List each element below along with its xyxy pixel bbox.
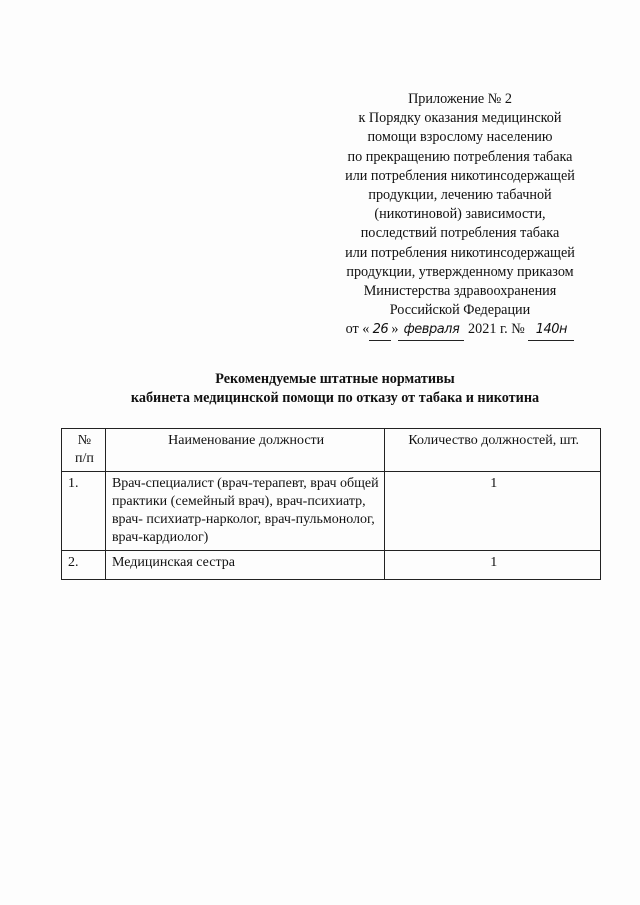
header-number-line-1: №: [77, 433, 92, 448]
appendix-line: продукции, утвержденному приказом: [346, 263, 574, 280]
handwritten-order-number: 140н: [528, 320, 574, 340]
order-date-line: [300, 320, 620, 340]
handwritten-month: февраля: [398, 320, 464, 340]
date-prefix: от «: [345, 321, 370, 338]
staffing-table: [61, 428, 601, 580]
row-number: 1.: [62, 472, 106, 551]
title-line-2: кабинета медицинской помощи по отказу от табака и никотина: [130, 390, 540, 406]
row-position-count: 1: [385, 551, 601, 580]
handwritten-day: 26: [369, 320, 391, 340]
row-position-name: Врач-специалист (врач-терапевт, врач общей практики (семейный врач), врач-психиатр, врач- психиатр-нарколог, врач-пульмонолог, врач-кардиолог): [105, 472, 384, 551]
header-position-count: Количество должностей, шт.: [385, 429, 601, 472]
table-header-row: [62, 429, 601, 472]
appendix-line: Приложение № 2: [408, 91, 512, 107]
row-position-name: Медицинская сестра: [105, 551, 384, 580]
appendix-line: продукции, лечению табачной: [368, 187, 552, 204]
table-row: [62, 472, 601, 551]
header-position-name: Наименование должности: [105, 429, 384, 472]
appendix-line: по прекращению потребления табака: [347, 148, 573, 165]
appendix-line: помощи взрослому населению: [367, 129, 553, 146]
appendix-line: или потребления никотинсодержащей: [345, 244, 575, 261]
appendix-line: к Порядку оказания медицинской: [358, 110, 562, 127]
header-number: [62, 429, 106, 472]
appendix-line: Министерства здравоохранения: [363, 283, 557, 300]
row-position-count: 1: [385, 472, 601, 551]
appendix-header: [300, 90, 620, 341]
document-title: [60, 370, 610, 408]
table-row: [62, 551, 601, 580]
header-number-line-2: п/п: [75, 451, 94, 466]
date-year-suffix: 2021 г. №: [468, 321, 525, 338]
appendix-line: или потребления никотинсодержащей: [345, 167, 575, 184]
date-quote-close: »: [391, 321, 399, 338]
row-number: 2.: [62, 551, 106, 580]
appendix-line: последствий потребления табака: [360, 225, 560, 242]
appendix-line: Российской Федерации: [389, 302, 531, 319]
title-line-1: Рекомендуемые штатные нормативы: [215, 371, 455, 387]
appendix-line: (никотиновой) зависимости,: [374, 206, 546, 223]
